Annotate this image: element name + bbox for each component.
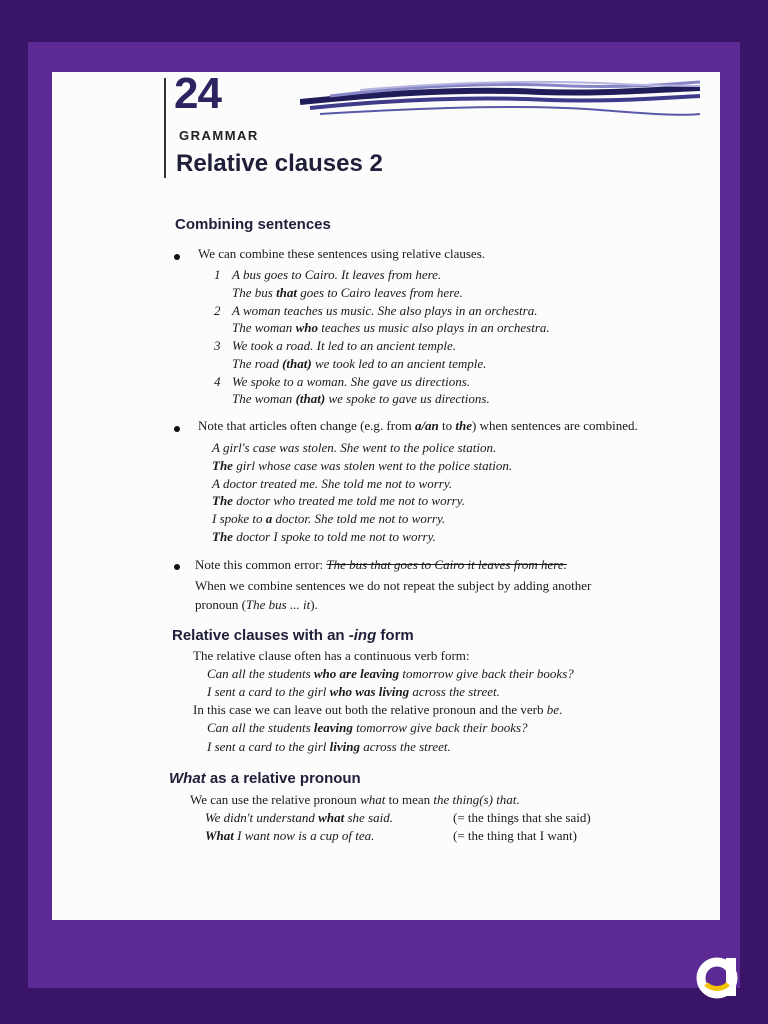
example-2b: The woman who teaches us music also plays in an orchestra.: [232, 320, 550, 335]
heading-what: What as a relative pronoun: [169, 770, 361, 787]
heading-combining: Combining sentences: [175, 216, 331, 233]
ing-line-1: The relative clause often has a continuous verb form:: [193, 648, 470, 663]
bullet-icon: [174, 426, 180, 432]
article-example-2b: The doctor who treated me told me not to worry.: [212, 493, 466, 508]
example-3a: 3 We took a road. It led to an ancient temple.: [214, 338, 456, 353]
ing-line-2: In this case we can leave out both the relative pronoun and the verb be.: [193, 702, 563, 717]
ing-example-4: I sent a card to the girl living across the street.: [207, 739, 451, 754]
example-3b: The road (that) we took led to an ancient temple.: [232, 356, 487, 371]
bullet-icon: [174, 254, 180, 260]
example-1a: 1 A bus goes to Cairo. It leaves from here.: [214, 267, 442, 282]
ing-example-1: Can all the students who are leaving tomorrow give back their books?: [207, 666, 574, 681]
example-2a: 2 A woman teaches us music. She also plays in an orchestra.: [214, 303, 538, 318]
example-1b: The bus that goes to Cairo leaves from here.: [232, 285, 463, 300]
what-example-1: We didn't understand what she said.: [205, 810, 393, 825]
article-example-2a: A doctor treated me. She told me not to worry.: [212, 476, 453, 491]
example-4b: The woman (that) we spoke to gave us directions.: [232, 391, 490, 406]
page-title: Relative clauses 2: [176, 150, 383, 177]
what-example-2: What I want now is a cup of tea.: [205, 828, 375, 843]
error-explanation-1: When we combine sentences we do not repeat the subject by adding another: [195, 578, 592, 593]
decorative-swoosh: [300, 74, 700, 134]
article-note: Note that articles often change (e.g. from a/an to the) when sentences are combined.: [198, 418, 638, 433]
what-gloss-2: (= the thing that I want): [453, 828, 577, 843]
article-example-1b: The girl whose case was stolen went to the police station.: [212, 458, 513, 473]
section-label: GRAMMAR: [179, 128, 259, 143]
unit-number: 24: [174, 72, 221, 118]
ing-example-3: Can all the students leaving tomorrow give back their books?: [207, 720, 528, 735]
what-line-1: We can use the relative pronoun what to mean the thing(s) that.: [190, 792, 520, 807]
heading-ing-form: Relative clauses with an -ing form: [172, 627, 414, 644]
combining-intro: We can combine these sentences using relative clauses.: [198, 246, 486, 261]
error-explanation-2: pronoun (The bus ... it).: [195, 597, 318, 612]
what-gloss-1: (= the things that she said): [453, 810, 591, 825]
article-example-1a: A girl's case was stolen. She went to the police station.: [212, 440, 497, 455]
article-example-3a: I spoke to a doctor. She told me not to worry.: [212, 511, 446, 526]
common-error: Note this common error: The bus that goes to Cairo it leaves from here.: [195, 557, 567, 572]
bullet-icon: [174, 564, 180, 570]
textbook-page: [52, 72, 720, 920]
brand-logo-icon: [690, 948, 742, 1000]
example-4a: 4 We spoke to a woman. She gave us directions.: [214, 374, 471, 389]
unit-divider: [164, 78, 166, 178]
ing-example-2: I sent a card to the girl who was living across the street.: [207, 684, 500, 699]
article-example-3b: The doctor I spoke to told me not to worry.: [212, 529, 436, 544]
